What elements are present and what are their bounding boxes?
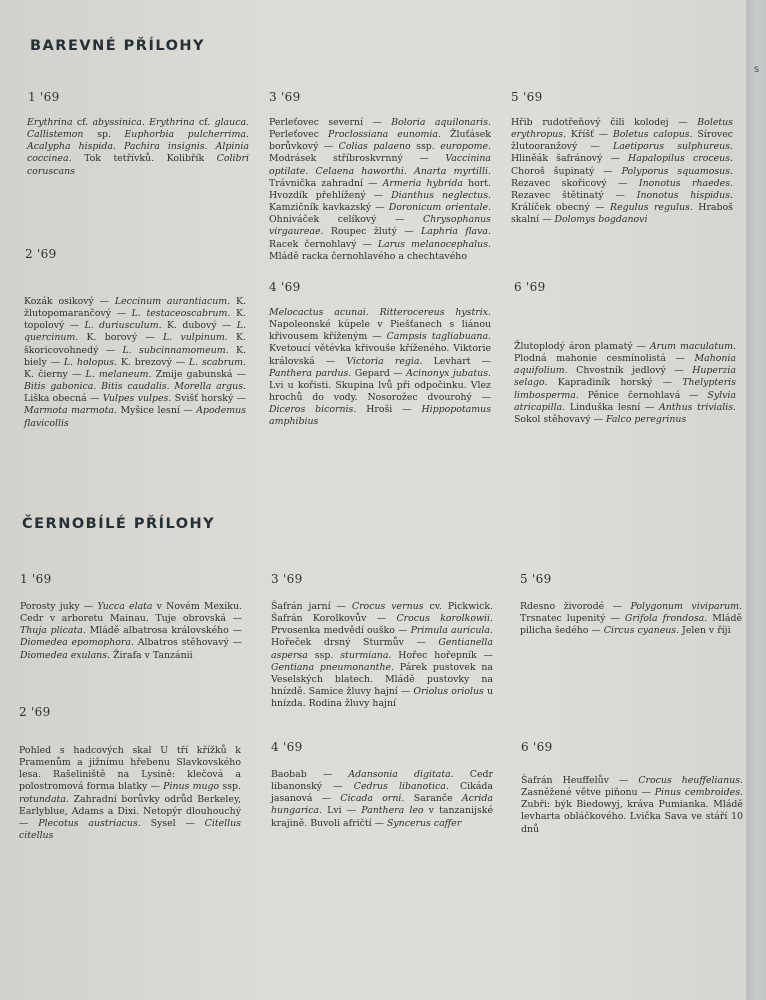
plate-number: 2 '69 [19, 705, 51, 719]
plate-caption: Šafrán jarní — Crocus vernus cv. Pickwick. Šafrán Korolkovův — Crocus korolkowii. Prvosenka medvědí ouško — Primula auricula. Hořeček drsný Sturmův — Gentianella aspersa ssp. sturmiana. Hořec hořepník — Gentiana pneumonanthe. Párek pustovek na Veselských blatech. Mládě pustovky na hnízdě. Samice žluvy hajní — Oriolus oriolus u hnízda. Rodina žluvy hajní [271, 601, 494, 710]
plate-caption: Erythrina cf. abyssinica. Erythrina cf. glauca. Callistemon sp. Euphorbia pulcherrima. Acalypha hispida. Pachira insignis. Alpinia coccinea. Tok tetřívků. Kolibřík Colibri coruscans [27, 117, 250, 177]
plate-number: 3 '69 [269, 90, 301, 104]
page-edge-mark: s [754, 64, 760, 75]
plate-number: 3 '69 [271, 572, 303, 586]
plate-number: 5 '69 [511, 90, 543, 104]
section-title-bw-plates: ČERNOBÍLÉ PŘÍLOHY [22, 516, 216, 532]
plate-caption: Hřib rudotřeňový čili kolodej — Boletus erythropus. Kříšť — Boletus calopus. Sírovec žlutooranžový — Laetiporus sulphureus. Hliněák šafránový — Hapalopilus croceus. Choroš šupinatý — Polyporus squamosus. Rezavec skořicový — Inonotus rhaedes. Rezavec štětinatý — Inonotus hispidus. Králíček obecný — Regulus regulus. Hraboš skalní — Dolomys bogdanovi [511, 117, 733, 226]
plate-number: 4 '69 [271, 740, 303, 754]
plate-caption: Šafrán Heuffelův — Crocus heuffelianus. Zasněžené větve piňonu — Pinus cembroides. Zubři: býk Biedowyj, kráva Pumianka. Mládě levharta obláčkového. Lvička Sava ve stáří 10 dnů [521, 775, 743, 835]
plate-number: 5 '69 [520, 572, 552, 586]
plate-caption: Žlutoplodý áron plamatý — Arum maculatum. Plodná mahonie cesmínolistá — Mahonia aquifolium. Chvostník jedlový — Huperzia selago. Kapradiník horský — Thelypteris limbosperma. Pěnice černohlavá — Sylvia atricapilla. Linduška lesní — Anthus trivialis. Sokol stěhovavý — Falco peregrinus [514, 341, 736, 425]
adjacent-page-edge [746, 0, 766, 1000]
plate-number: 1 '69 [28, 90, 60, 104]
plate-caption: Baobab — Adansonia digitata. Cedr libanonský — Cedrus libanotica. Cikáda jasanová — Cicada orni. Saranče Acrida hungarica. Lvi — Panthera leo v tanzanijské krajině. Buvoli afričtí — Syncerus caffer [271, 769, 494, 829]
plate-caption: Pohled s hadcových skal U tří křížků k Pramenům a jižnímu hřebenu Slavkovského lesa. Rašeliniště na Lysině: klečová a polostromová forma blatky — Pinus mugo ssp. rotundata. Zahradní borůvky odrůd Berkeley, Earlyblue, Adams a Dixi. Netopýr dlouhouchý — Plecotus austriacus. Sysel — Citellus citellus [19, 745, 241, 842]
plate-number: 6 '69 [514, 280, 546, 294]
plate-number: 1 '69 [20, 572, 52, 586]
plate-caption: Perleťovec severní — Boloria aquilonaris. Perleťovec Proclossiana eunomia. Žluťásek borůvkový — Colias palaeno ssp. europome. Modrásek stříbroskvrnný — Vaccinina optilate. Celaena haworthi. Anarta myrtilli. Trávnička zahradní — Armeria hybrida hort. Hvozdík přehlížený — Dianthus neglectus. Kamzičník kavkazský — Doronicum orientale. Ohniváček celíkový — Chrysophanus virgaureae. Roupec žlutý — Laphria flava. Racek černohlavý — Larus melanocephalus. Mládě racka černohlavého a chechtavého [269, 117, 491, 262]
section-title-color-plates: BAREVNÉ PŘÍLOHY [30, 38, 206, 54]
plate-number: 4 '69 [269, 280, 301, 294]
plate-number: 2 '69 [25, 247, 57, 261]
plate-caption: Porosty juky — Yucca elata v Novém Mexiku. Cedr v arboretu Mainau. Tuje obrovská — Thuja plicata. Mládě albatrosa královského — Diomedea epomophora. Albatros stěhovavý — Diomedea exulans. Žirafa v Tanzánii [20, 601, 243, 661]
plate-caption: Rdesno živorodé — Polygonum viviparum. Trsnatec lupenitý — Grifola frondosa. Mládě pilicha šedého — Circus cyaneus. Jelen v říji [520, 601, 742, 637]
plate-number: 6 '69 [521, 740, 553, 754]
plate-caption: Melocactus acunai. Ritterocereus hystrix. Napoleonské kúpele v Piešťanech s liánou křivousem kříženým — Campsis tagliabuana. Kvetoucí větévka křivouše kříženého. Viktorie královská — Victoria regia. Levhart — Panthera pardus. Gepard — Acinonyx jubatus. Lvi u kořisti. Skupina lvů při odpočinku. Vlez hrochů do vody. Nosorožec dvourohý — Diceros bicornis. Hroši — Hippopotamus amphibius [269, 307, 492, 428]
plate-caption: Kozák osikový — Leccinum aurantiacum. K. žlutopomarančový — L. testaceoscabrum. K. topolový — L. duriusculum. K. dubový — L. quercinum. K. borový — L. vulpinum. K. škoricovohnedý — L. subcinnamomeum. K. biely — L. holopus. K. brezový — L. scabrum. K. čierny — L. melaneum. Zmije gabunská — Bitis gabonica. Bitis caudalis. Morella argus. Liška obecná — Vulpes vulpes. Svišť horský — Marmota marmota. Myšice lesní — Apodemus flavicollis [24, 296, 247, 429]
